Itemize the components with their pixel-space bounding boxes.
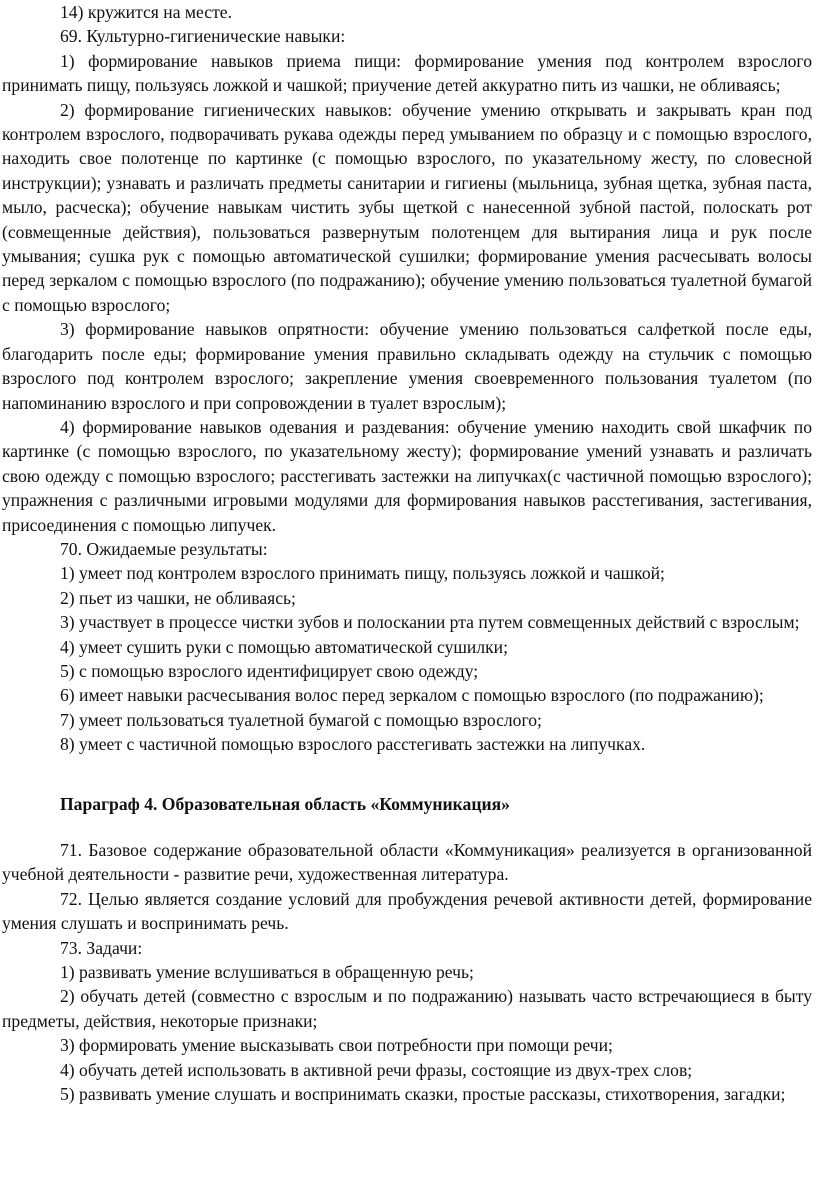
paragraph: 8) умеет с частичной помощью взрослого расстегивать застежки на липучках. (60, 734, 646, 755)
paragraph: 70. Ожидаемые результаты: (60, 538, 268, 559)
paragraph: 3) участвует в процессе чистки зубов и полоскании рта путем совмещенных действий с взрослым; (60, 612, 800, 633)
spacer (2, 757, 812, 792)
paragraph: 4) формирование навыков одевания и раздевания: обучение умению находить свой шкафчик по картинке (с помощью взрослого, по указательному жесту); формирование умений узнавать и различать свою одежду с помощью взрослого; расстегивать застежки на липучках(с частичной помощью взрослого); упражнения с различными игровыми модулями для формирования навыков расстегивания, застегивания, присоединения с помощью липучек. (2, 416, 812, 535)
paragraph: 3) формировать умение высказывать свои потребности при помощи речи; (60, 1035, 613, 1056)
paragraph: 71. Базовое содержание образовательной области «Коммуникация» реализуется в организованной учебной деятельности - развитие речи, художественная литература. (2, 840, 812, 885)
paragraph: 73. Задачи: (60, 937, 143, 958)
spacer (2, 816, 812, 838)
paragraph: 72. Целью является создание условий для пробуждения речевой активности детей, формирование умения слушать и воспринимать речь. (2, 888, 812, 934)
paragraph: 69. Культурно-гигиенические навыки: (60, 26, 346, 47)
paragraph: 2) обучать детей (совместно с взрослым и по подражанию) называть часто встречающиеся в быту предметы, действия, некоторые признаки; (2, 986, 812, 1031)
paragraph: 4) умеет сушить руки с помощью автоматической сушилки; (60, 636, 508, 657)
paragraph: 3) формирование навыков опрятности: обучение умению пользоваться салфеткой после еды, благодарить после еды; формирование умения правильно складывать одежду на стульчик с помощью взрослого под контролем взрослого; закрепление умения своевременного пользования туалетом (по напоминанию взрослого и при сопровождении в туалет взрослым); (2, 319, 812, 413)
paragraph: 2) пьет из чашки, не обливаясь; (60, 587, 296, 608)
paragraph: 2) формирование гигиенических навыков: обучение умению открывать и закрывать кран под контролем взрослого, подворачивать рукава одежды перед умыванием по образцу и с помощью взрослого, находить свое полотенце по картинке (с помощью взрослого, по указательному жесту, по словесной инструкции); узнавать и различать предметы санитарии и гигиены (мыльница, зубная щетка, зубная паста, мыло, расческа); обучение навыкам чистить зубы щеткой с нанесенной зубной пастой, полоскать рот (совмещенные действия), пользоваться развернутым полотенцем для вытирания лица и рук после умывания; сушка рук с помощью автоматической сушилки; формирование умения расчесывать волосы перед зеркалом с помощью взрослого (по подражанию); обучение умению пользоваться туалетной бумагой с помощью взрослого; (2, 99, 812, 315)
paragraph: 1) развивать умение вслушиваться в обращенную речь; (60, 962, 474, 983)
paragraph: 1) формирование навыков приема пищи: формирование умения под контролем взрослого принимать пищу, пользуясь ложкой и чашкой; приучение детей аккуратно пить из чашки, не обливаясь; (2, 50, 812, 96)
paragraph: 7) умеет пользоваться туалетной бумагой с помощью взрослого; (60, 709, 542, 730)
paragraph: 14) кружится на месте. (60, 2, 233, 22)
paragraph: 1) умеет под контролем взрослого принимать пищу, пользуясь ложкой и чашкой; (60, 563, 665, 584)
paragraph: 5) развивать умение слушать и воспринимать сказки, простые рассказы, стихотворения, загадки; (60, 1084, 786, 1105)
document-page (2, 0, 812, 1106)
section-heading: Параграф 4. Образовательная область «Коммуникация» (60, 793, 510, 814)
paragraph: 6) имеет навыки расчесывания волос перед зеркалом с помощью взрослого (по подражанию); (60, 685, 764, 706)
paragraph: 4) обучать детей использовать в активной речи фразы, состоящие из двух-трех слов; (60, 1059, 693, 1080)
paragraph: 5) с помощью взрослого идентифицирует свою одежду; (60, 660, 479, 681)
